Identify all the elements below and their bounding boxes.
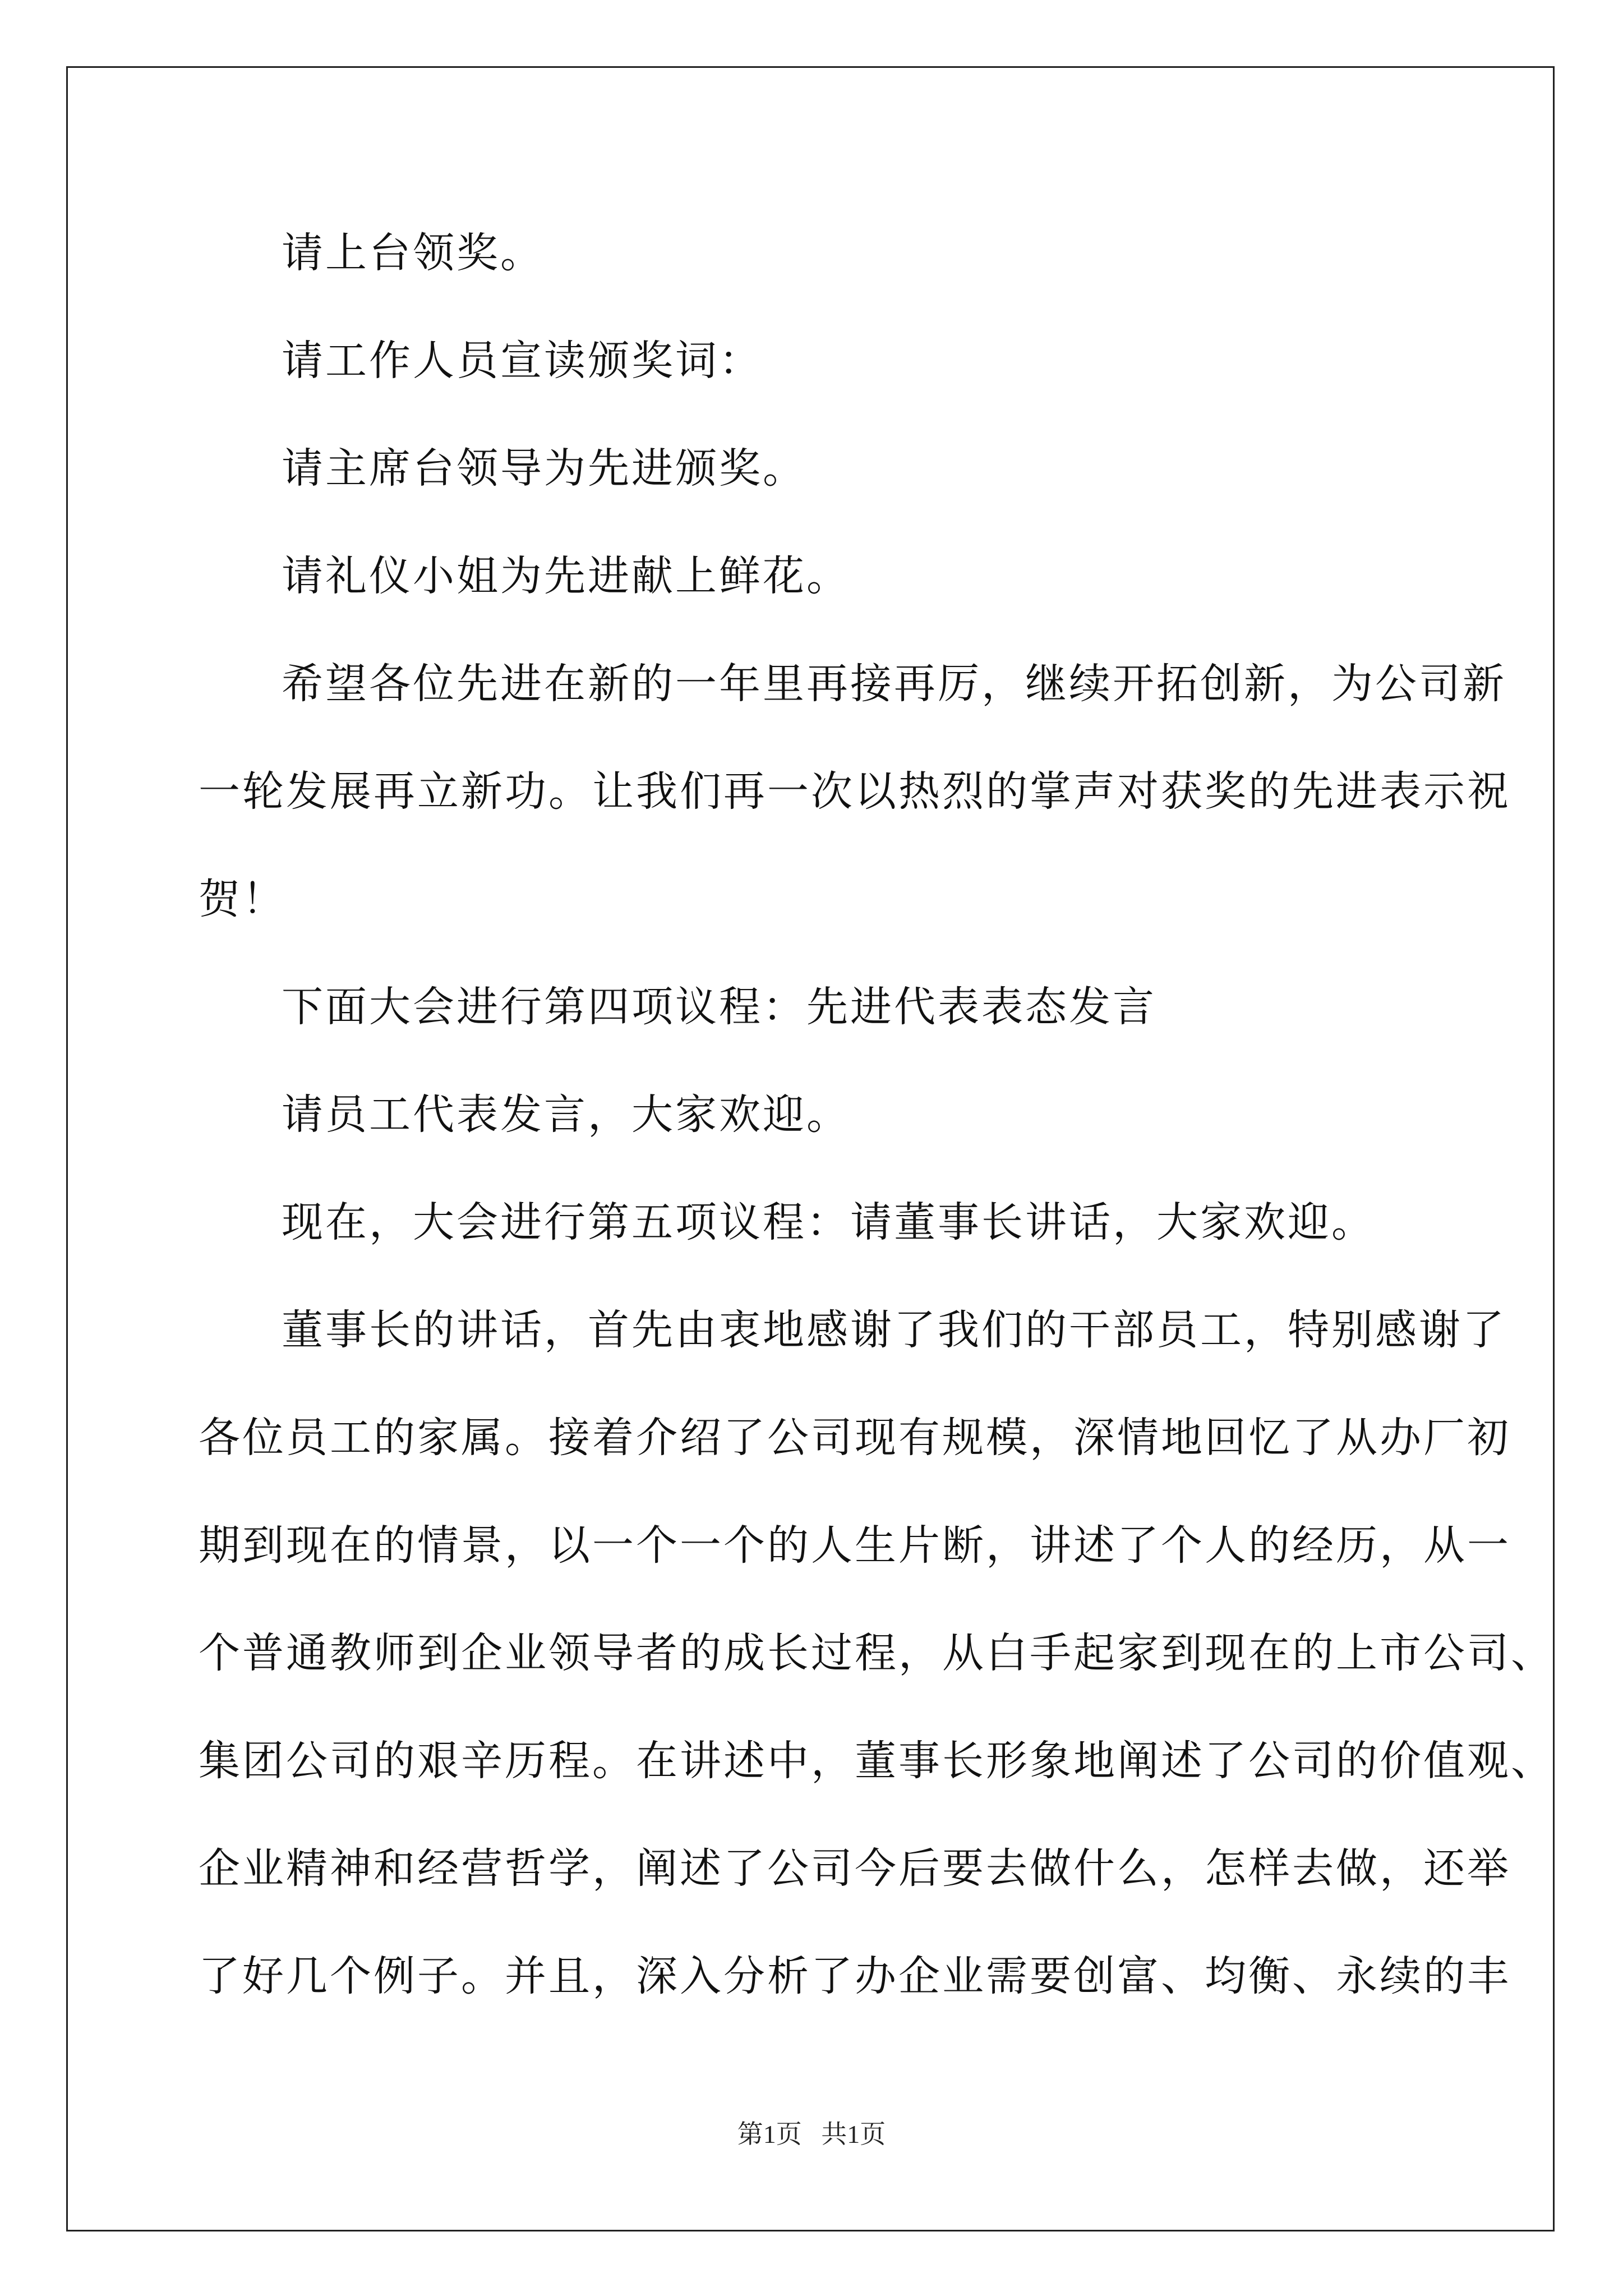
document-body: [199, 199, 1555, 2030]
text-line: 各位员工的家属。接着介绍了公司现有规模，深情地回忆了从办厂初: [199, 1414, 1511, 1462]
text-line: 请工作人员宣读颁奖词：: [282, 337, 763, 385]
text-line: 希望各位先进在新的一年里再接再厉，继续开拓创新，为公司新: [282, 660, 1506, 708]
text-line: 下面大会进行第四项议程：先进代表表态发言: [282, 983, 1156, 1031]
text-line: 请上台领奖。: [282, 229, 544, 277]
text-line: 请主席台领导为先进颁奖。: [282, 444, 806, 493]
text-line: 企业精神和经营哲学，阐述了公司今后要去做什么，怎样去做，还举: [199, 1844, 1511, 1893]
text-line: 集团公司的艰辛历程。在讲述中，董事长形象地阐述了公司的价值观、: [199, 1737, 1555, 1785]
page-footer: 第1页 共1页: [737, 2120, 886, 2148]
text-line: 请员工代表发言，大家欢迎。: [282, 1091, 850, 1139]
text-line: 期到现在的情景，以一个一个的人生片断，讲述了个人的经历，从一: [199, 1521, 1511, 1570]
text-line: 了好几个例子。并且，深入分析了办企业需要创富、均衡、永续的丰: [199, 1952, 1511, 2000]
text-line: 现在，大会进行第五项议程：请董事长讲话，大家欢迎。: [282, 1198, 1375, 1246]
text-line: 董事长的讲话，首先由衷地感谢了我们的干部员工，特别感谢了: [282, 1306, 1506, 1354]
text-line: 一轮发展再立新功。让我们再一次以热烈的掌声对获奖的先进表示祝: [199, 767, 1511, 816]
text-line: 请礼仪小姐为先进献上鲜花。: [282, 552, 850, 600]
text-line: 贺！: [199, 875, 286, 923]
text-line: 个普通教师到企业领导者的成长过程，从白手起家到现在的上市公司、: [199, 1629, 1555, 1677]
